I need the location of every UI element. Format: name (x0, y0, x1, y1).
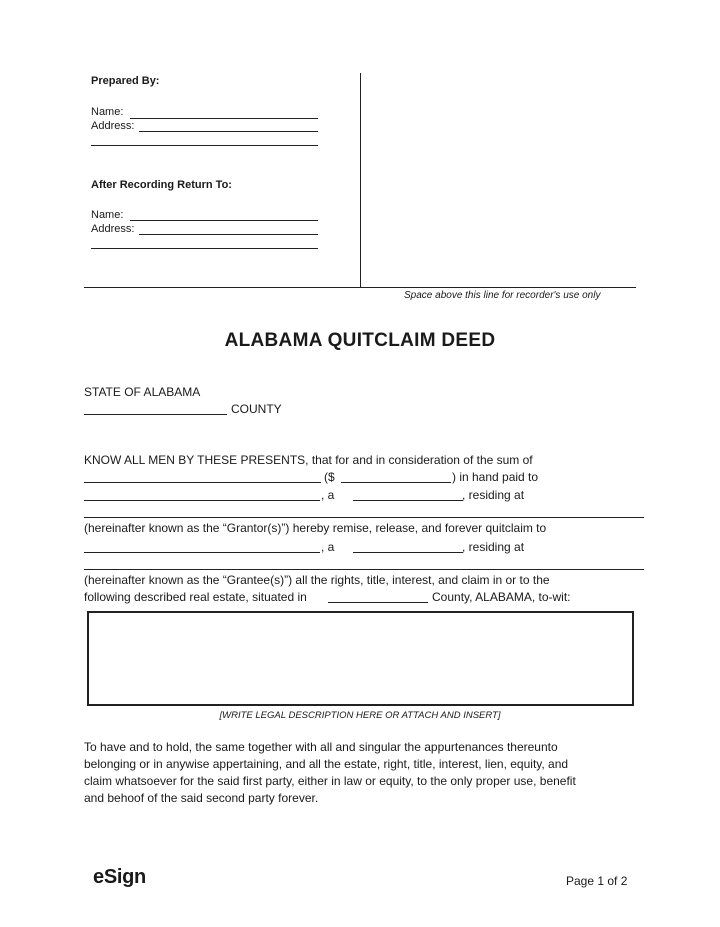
return-address-line[interactable] (139, 234, 318, 235)
grantor-a-text: , a (321, 488, 335, 502)
prepared-address-label: Address: (91, 120, 135, 132)
consideration-amount-blank[interactable] (341, 482, 451, 483)
habendum-line-2: belonging or in anywise appertaining, and all the estate, right, title, interest, lien, equity, and (84, 757, 569, 771)
paid-to-text: ) in hand paid to (452, 470, 539, 484)
property-county-blank[interactable] (328, 602, 428, 603)
return-address-label: Address: (91, 223, 135, 235)
return-name-label: Name: (91, 209, 124, 221)
consideration-words-blank[interactable] (84, 482, 321, 483)
grantor-type-blank[interactable] (353, 500, 463, 501)
recorder-note: Space above this line for recorder's use only (404, 290, 601, 301)
recorder-horizontal-divider (84, 287, 636, 288)
grantee-name-blank[interactable] (84, 552, 320, 553)
body-line-7-start: following described real estate, situated in (84, 590, 307, 604)
body-line-7-end: County, ALABAMA, to-wit: (432, 590, 571, 604)
prepared-name-label: Name: (91, 106, 124, 118)
grantor-residing-text: , residing at (462, 488, 525, 502)
prepared-name-line[interactable] (130, 118, 318, 119)
dollar-open: ($ (324, 470, 335, 484)
prepared-address-line[interactable] (139, 131, 318, 132)
grantee-type-blank[interactable] (353, 552, 463, 553)
grantor-name-blank[interactable] (84, 500, 320, 501)
state-line: STATE OF ALABAMA (84, 385, 201, 399)
esign-logo: eSign (93, 866, 146, 888)
prepared-address-line-2[interactable] (91, 145, 318, 146)
body-line-1: KNOW ALL MEN BY THESE PRESENTS, that for and in consideration of the sum of (84, 453, 533, 467)
county-blank[interactable] (84, 414, 227, 415)
grantor-address-blank[interactable] (84, 517, 644, 518)
prepared-by-label: Prepared By: (91, 75, 160, 87)
grantee-address-blank[interactable] (84, 569, 644, 570)
return-to-label: After Recording Return To: (91, 179, 232, 191)
return-name-line[interactable] (130, 220, 318, 221)
document-title: ALABAMA QUITCLAIM DEED (224, 330, 496, 351)
return-address-line-2[interactable] (91, 248, 318, 249)
legal-description-caption: [WRITE LEGAL DESCRIPTION HERE OR ATTACH AND INSERT] (219, 710, 501, 721)
body-line-6: (hereinafter known as the “Grantee(s)”) all the rights, title, interest, and claim in or to the (84, 573, 550, 587)
body-line-4: (hereinafter known as the “Grantor(s)”) hereby remise, release, and forever quitclaim to (84, 521, 547, 535)
page-number: Page 1 of 2 (566, 874, 628, 888)
habendum-line-3: claim whatsoever for the said first party, either in law or equity, to the only proper use, benefit (84, 774, 576, 788)
county-label: COUNTY (231, 402, 282, 416)
grantee-a-text: , a (321, 540, 335, 554)
legal-description-box[interactable] (87, 611, 634, 706)
habendum-line-4: and behoof of the said second party forever. (84, 791, 319, 805)
recorder-vertical-divider (360, 73, 361, 287)
grantee-residing-text: , residing at (462, 540, 525, 554)
habendum-line-1: To have and to hold, the same together with all and singular the appurtenances thereunto (84, 740, 558, 754)
